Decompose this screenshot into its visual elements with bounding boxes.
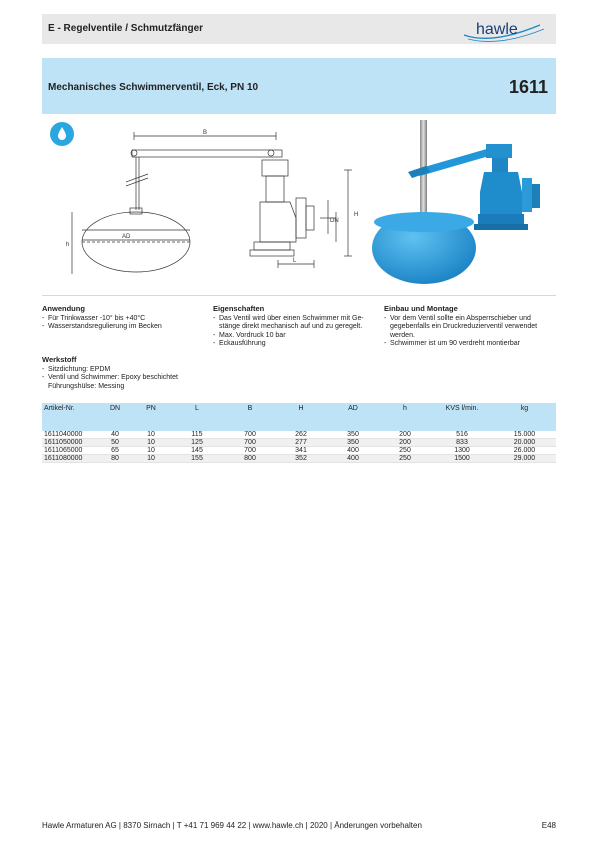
col-header: kg — [493, 403, 556, 431]
cell: 50 — [97, 439, 133, 447]
cell: 1611065000 — [42, 447, 97, 455]
cell: 400 — [327, 447, 379, 455]
table-header-row — [42, 403, 556, 431]
cell: 26.000 — [493, 447, 556, 455]
eigenschaften-item: - Das Ventil wird über einen Schwimmer mit Ge-stänge direkt mechanisch auf und zu geregelt. — [213, 315, 378, 332]
cell: 1300 — [431, 447, 493, 455]
col-header: B — [225, 403, 275, 431]
col-header: h — [379, 403, 431, 431]
cell: 1611050000 — [42, 439, 97, 447]
eigenschaften-item: - Max. Vordruck 10 bar — [213, 332, 378, 341]
dim-label-ad: AD — [122, 234, 131, 240]
col-header: AD — [327, 403, 379, 431]
cell: 352 — [275, 455, 327, 463]
cell: 65 — [97, 447, 133, 455]
dim-label-l: L — [293, 258, 297, 264]
product-image-area — [42, 114, 556, 296]
cell: 700 — [225, 431, 275, 439]
cell: 125 — [169, 439, 225, 447]
table-row — [42, 431, 556, 439]
cell: 200 — [379, 431, 431, 439]
cell: 10 — [133, 439, 169, 447]
dim-label-h: H — [354, 212, 359, 218]
header-bar — [42, 14, 556, 44]
footer-text: Hawle Armaturen AG | 8370 Sirnach | T +41 71 969 44 22 | www.hawle.ch | 2020 | Änderungen vorbehalten — [42, 821, 422, 830]
col-header: H — [275, 403, 327, 431]
cell: 700 — [225, 447, 275, 455]
cell: 350 — [327, 439, 379, 447]
cell: 262 — [275, 431, 327, 439]
col-header: PN — [133, 403, 169, 431]
hawle-logo — [462, 15, 550, 43]
cell: 29.000 — [493, 455, 556, 463]
werkstoff-heading: Werkstoff — [42, 355, 77, 364]
col-header: KVS l/min. — [431, 403, 493, 431]
section-anwendung — [42, 305, 202, 332]
dim-label-dn: DN — [330, 218, 339, 224]
cell: 277 — [275, 439, 327, 447]
cell: 341 — [275, 447, 327, 455]
cell: 1611040000 — [42, 431, 97, 439]
anwendung-item: - Wasserstandsregulierung im Becken — [42, 323, 202, 332]
cell: 10 — [133, 431, 169, 439]
cell: 200 — [379, 439, 431, 447]
cell: 800 — [225, 455, 275, 463]
cell: 1611080000 — [42, 455, 97, 463]
cell: 400 — [327, 455, 379, 463]
col-header: DN — [97, 403, 133, 431]
einbau-item: - Vor dem Ventil sollte ein Absperrschieber und gegebenfalls ein Druckreduzierventil verwendet werden. — [384, 315, 552, 341]
category-title: E - Regelventile / Schmutzfänger — [48, 23, 204, 34]
logo-text: hawle — [476, 21, 518, 38]
section-eigenschaften — [213, 305, 378, 349]
product-number: 1611 — [508, 77, 548, 97]
cell: 15.000 — [493, 431, 556, 439]
cell: 145 — [169, 447, 225, 455]
col-header: L — [169, 403, 225, 431]
cell: 115 — [169, 431, 225, 439]
page-number: E48 — [541, 821, 556, 830]
anwendung-heading: Anwendung — [42, 304, 85, 313]
product-title: Mechanisches Schwimmerventil, Eck, PN 10 — [48, 82, 259, 93]
eigenschaften-item: - Eckausführung — [213, 340, 378, 349]
einbau-item: - Schwimmer ist um 90 verdreht montierbar — [384, 340, 552, 349]
product-photo — [370, 118, 556, 292]
spec-table — [42, 403, 556, 463]
dim-label-b: B — [203, 130, 208, 136]
cell: 1500 — [431, 455, 493, 463]
section-einbau — [384, 305, 552, 349]
section-werkstoff — [42, 356, 202, 391]
table-row — [42, 447, 556, 455]
cell: 516 — [431, 431, 493, 439]
cell: 350 — [327, 431, 379, 439]
werkstoff-item: - Sitzdichtung: EPDM — [42, 366, 202, 375]
cell: 80 — [97, 455, 133, 463]
eigenschaften-heading: Eigenschaften — [213, 304, 265, 313]
einbau-heading: Einbau und Montage — [384, 304, 458, 313]
cell: 250 — [379, 455, 431, 463]
technical-drawing — [66, 122, 366, 294]
cell: 700 — [225, 439, 275, 447]
anwendung-item: - Für Trinkwasser -10° bis +40°C — [42, 315, 202, 324]
product-band — [42, 58, 556, 114]
cell: 40 — [97, 431, 133, 439]
werkstoff-item: - Ventil und Schwimmer: Epoxy beschichtet Führungshülse: Messing — [42, 374, 202, 391]
table-row — [42, 455, 556, 463]
dim-label-h-lower: h — [66, 242, 70, 248]
cell: 250 — [379, 447, 431, 455]
table-row — [42, 439, 556, 447]
col-header: Artikel-Nr. — [42, 403, 97, 431]
cell: 155 — [169, 455, 225, 463]
cell: 833 — [431, 439, 493, 447]
cell: 10 — [133, 447, 169, 455]
cell: 20.000 — [493, 439, 556, 447]
cell: 10 — [133, 455, 169, 463]
